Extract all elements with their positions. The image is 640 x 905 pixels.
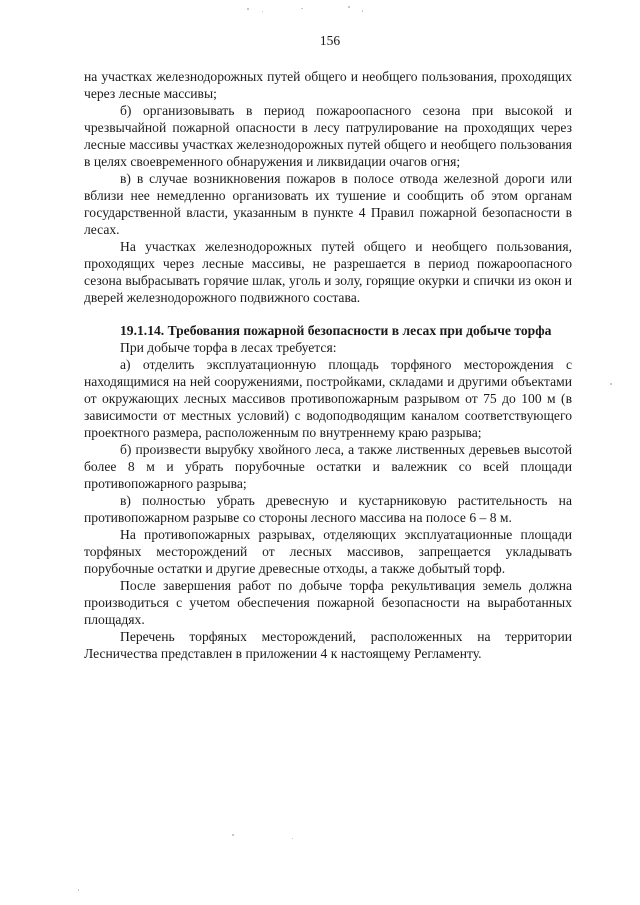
paragraph: б) произвести вырубку хвойного леса, а также лиственных деревьев высотой более 8 м и убрать порубочные остатки и валежник со всей площади противопожарного разрыва;: [84, 442, 572, 491]
paragraph: а) отделить эксплуатационную площадь торфяного месторождения с находящимися на ней сооружениями, постройками, складами и другими объектами от окружающих лесных массивов противопожарным разрывом от 75 до 100 м (в зависимости от местных условий) с водоподводящим каналом соответствующего проектного размера, расположенным по внутреннему краю разрыва;: [84, 357, 572, 440]
paragraph: Перечень торфяных месторождений, расположенных на территории Лесничества представлен в приложении 4 к настоящему Регламенту.: [84, 629, 572, 661]
paragraph: в) в случае возникновения пожаров в полосе отвода железной дороги или вблизи нее немедленно организовать их тушение и сообщить об этом органам государственной власти, указанным в пункте 4 Правил пожарной безопасности в лесах.: [84, 171, 572, 237]
paragraph: При добыче торфа в лесах требуется:: [120, 340, 337, 355]
scan-speck: [78, 889, 79, 891]
scan-speck: [348, 6, 350, 8]
paragraph: После завершения работ по добыче торфа рекультивация земель должна производиться с учетом обеспечения пожарной безопасности на выработанных площадях.: [84, 578, 572, 627]
page-number: 156: [319, 33, 341, 48]
paragraph: в) полностью убрать древесную и кустарниковую растительность на противопожарном разрыве со стороны лесного массива на полосе 6 – 8 м.: [84, 493, 572, 525]
paragraph: б) организовывать в период пожароопасного сезона при высокой и чрезвычайной пожарной опасности в лесу патрулирование на проходящих через лесные массивы участках железнодорожных путей общего и необщего пользования в целях своевременного обнаружения и ликвидации очагов огня;: [84, 103, 572, 169]
paragraph: На противопожарных разрывах, отделяющих эксплуатационные площади торфяных месторождений от лесных массивов, запрещается укладывать порубочные остатки и другие древесные отходы, а также добытый торф.: [84, 527, 572, 576]
scan-speck: [262, 11, 263, 12]
scan-speck: [292, 838, 293, 839]
paragraph: на участках железнодорожных путей общего и необщего пользования, проходящих через лесные массивы;: [84, 69, 572, 101]
scan-speck: [362, 10, 363, 12]
scan-speck: [232, 834, 234, 836]
page-body: [84, 68, 572, 662]
scan-speck: [610, 383, 612, 385]
section-heading: 19.1.14. Требования пожарной безопасности в лесах при добыче торфа: [120, 323, 552, 338]
scan-speck: [301, 8, 303, 9]
paragraph: На участках железнодорожных путей общего и необщего пользования, проходящих через лесные массивы, не разрешается в период пожароопасного сезона выбрасывать горячие шлак, уголь и золу, горящие окурки и спички из окон и дверей железнодорожного подвижного состава.: [84, 239, 572, 305]
scan-speck: [247, 8, 249, 10]
